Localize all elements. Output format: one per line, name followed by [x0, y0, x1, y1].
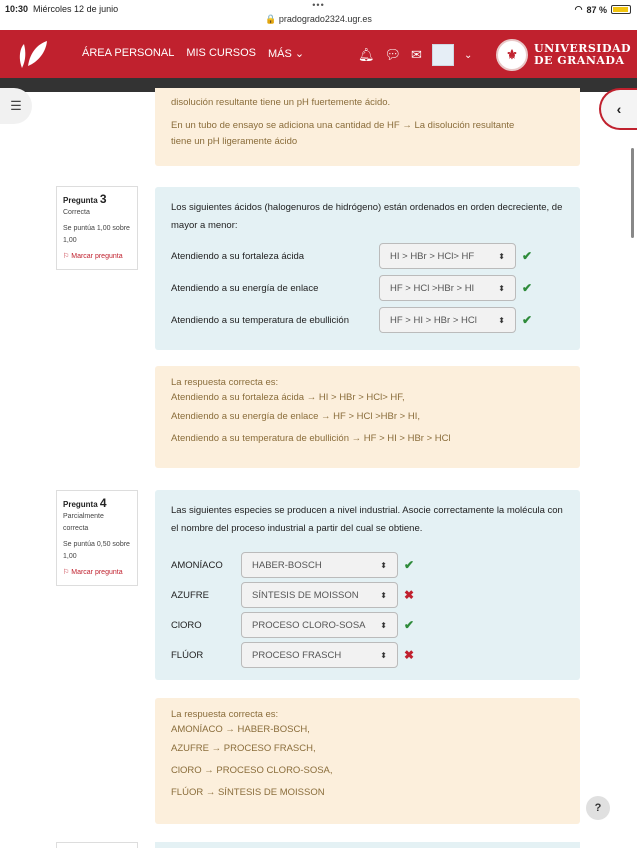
battery-percent: 87 % — [586, 4, 607, 15]
next-question-info — [56, 842, 138, 848]
status-time: 10:30 Miércoles 12 de junio — [5, 4, 119, 14]
feedback-title: La respuesta correcta es: — [171, 377, 279, 388]
main-menu — [82, 47, 304, 60]
address-bar[interactable]: 🔒 pradogrado2324.ugr.es — [265, 14, 372, 24]
status-bar — [0, 0, 637, 30]
bell-icon[interactable]: 🔔︎ — [358, 47, 375, 62]
answer-select[interactable]: HF > HCl >HBr > HI ⬍ — [379, 275, 516, 301]
university-brand[interactable] — [496, 39, 631, 71]
university-name-line1: UNIVERSIDAD — [534, 42, 632, 55]
status-right — [575, 4, 631, 15]
question-state: Correcta — [63, 209, 90, 216]
feedback-line: Atendiendo a su fortaleza ácida → HI > HBr > HCl> HF, — [171, 392, 405, 403]
question-label: Pregunta — [63, 196, 98, 205]
answer-select[interactable]: PROCESO FRASCH ⬍ — [241, 642, 398, 668]
answer-select[interactable]: HABER-BOSCH ⬍ — [241, 552, 398, 578]
correct-check-icon: ✔ — [522, 281, 533, 295]
correct-check-icon: ✔ — [404, 618, 415, 632]
chevron-left-icon: ‹ — [616, 101, 622, 117]
question-label: Pregunta — [63, 500, 98, 509]
answer-select[interactable]: PROCESO CLORO-SOSA ⬍ — [241, 612, 398, 638]
question-3-feedback — [155, 366, 580, 468]
question-number: 4 — [99, 496, 107, 510]
correct-check-icon: ✔ — [404, 558, 415, 572]
battery-icon — [611, 5, 631, 14]
select-arrow-icon: ⬍ — [380, 620, 387, 630]
next-question-box — [155, 842, 580, 848]
university-seal-icon: ⚜ — [496, 39, 528, 71]
multitask-dots[interactable]: ••• — [312, 0, 325, 10]
leaf-logo-icon[interactable] — [14, 38, 50, 70]
question-4-box — [155, 490, 580, 680]
match-label: AZUFRE — [171, 589, 209, 601]
select-arrow-icon: ⬍ — [380, 650, 387, 660]
feedback-line: Atendiendo a su energía de enlace → HF > HCl >HBr > HI, — [171, 411, 420, 422]
prev-feedback-box — [155, 88, 580, 166]
menu-mas[interactable]: MÁS ⌄ — [268, 48, 305, 60]
question-number: 3 — [99, 192, 107, 206]
prev-feedback-line2b: tiene un pH ligeramente ácido — [171, 136, 298, 147]
question-3-info — [56, 186, 138, 270]
question-4-prompt: Las siguientes especies se producen a nivel industrial. Asocie correctamente la molécula con el nombre del proceso industrial a partir del cual se obtiene. — [171, 505, 563, 534]
menu-area-personal[interactable]: ÁREA PERSONAL — [82, 47, 175, 59]
mail-icon[interactable]: ✉ — [411, 47, 422, 62]
incorrect-cross-icon: ✖ — [404, 648, 415, 662]
select-arrow-icon: ⬍ — [498, 283, 505, 293]
match-label: FLÚOR — [171, 649, 204, 661]
help-button[interactable]: ? — [586, 796, 610, 820]
feedback-line: Atendiendo a su temperatura de ebullición → HF > HI > HBr > HCl — [171, 433, 451, 444]
answer-select[interactable]: HF > HI > HBr > HCl ⬍ — [379, 307, 516, 333]
flag-icon: ⚐ — [63, 253, 70, 260]
feedback-title: La respuesta correcta es: — [171, 709, 279, 720]
correct-check-icon: ✔ — [522, 249, 533, 263]
prev-feedback-line1: disolución resultante tiene un pH fuertemente ácido. — [171, 97, 391, 108]
question-score: Se puntúa 0,50 sobre 1,00 — [63, 541, 130, 560]
correct-check-icon: ✔ — [522, 313, 533, 327]
question-4-info — [56, 490, 138, 586]
list-icon: ☰ — [10, 98, 22, 113]
flag-question-link[interactable]: ⚐ Marcar pregunta — [63, 569, 123, 576]
feedback-line: FLÚOR → SÍNTESIS DE MOISSON — [171, 787, 325, 798]
block-drawer-button[interactable] — [599, 88, 637, 130]
wifi-icon: ◠ — [574, 4, 583, 14]
answer-select[interactable]: SÍNTESIS DE MOISSON ⬍ — [241, 582, 398, 608]
feedback-line: ClORO → PROCESO CLORO-SOSA, — [171, 765, 333, 776]
match-row — [171, 243, 564, 269]
match-row — [171, 582, 564, 608]
feedback-line: AZUFRE → PROCESO FRASCH, — [171, 743, 316, 754]
match-label: AMONÍACO — [171, 559, 223, 571]
drawer-toggle-button[interactable] — [0, 88, 32, 124]
match-label: Atendiendo a su fortaleza ácida — [171, 250, 305, 262]
incorrect-cross-icon: ✖ — [404, 588, 415, 602]
match-label: Atendiendo a su temperatura de ebullición — [171, 314, 349, 326]
chat-icon[interactable]: 💬︎ — [384, 47, 402, 62]
select-arrow-icon: ⬍ — [380, 560, 387, 570]
question-3-box — [155, 187, 580, 350]
select-arrow-icon: ⬍ — [498, 315, 505, 325]
top-navbar — [0, 30, 637, 78]
question-state: Parcialmente correcta — [63, 513, 104, 532]
prev-feedback-line2a: En un tubo de ensayo se adiciona una cantidad de HF → La disolución resultante — [171, 120, 515, 131]
flag-question-link[interactable]: ⚐ Marcar pregunta — [63, 253, 123, 260]
question-score: Se puntúa 1,00 sobre 1,00 — [63, 225, 130, 244]
chevron-down-icon[interactable]: ⌄ — [463, 49, 473, 61]
scrollbar[interactable] — [631, 148, 634, 238]
avatar[interactable] — [432, 44, 454, 66]
match-row — [171, 275, 564, 301]
question-4-feedback — [155, 698, 580, 824]
question-3-prompt: Los siguientes ácidos (halogenuros de hidrógeno) están ordenados en orden decreciente, de mayor a menor: — [171, 202, 563, 231]
select-arrow-icon: ⬍ — [380, 590, 387, 600]
university-name-line2: DE GRANADA — [534, 54, 625, 67]
match-row — [171, 552, 564, 578]
match-label: Atendiendo a su energía de enlace — [171, 282, 319, 294]
match-row — [171, 642, 564, 668]
feedback-line: AMONÍACO → HABER-BOSCH, — [171, 724, 310, 735]
answer-select[interactable]: HI > HBr > HCl> HF ⬍ — [379, 243, 516, 269]
match-row — [171, 307, 564, 333]
menu-mis-cursos[interactable]: MIS CURSOS — [186, 47, 257, 59]
nav-icons — [358, 44, 472, 66]
match-label: ClORO — [171, 619, 202, 631]
select-arrow-icon: ⬍ — [498, 251, 505, 261]
flag-icon: ⚐ — [63, 569, 70, 576]
match-row — [171, 612, 564, 638]
